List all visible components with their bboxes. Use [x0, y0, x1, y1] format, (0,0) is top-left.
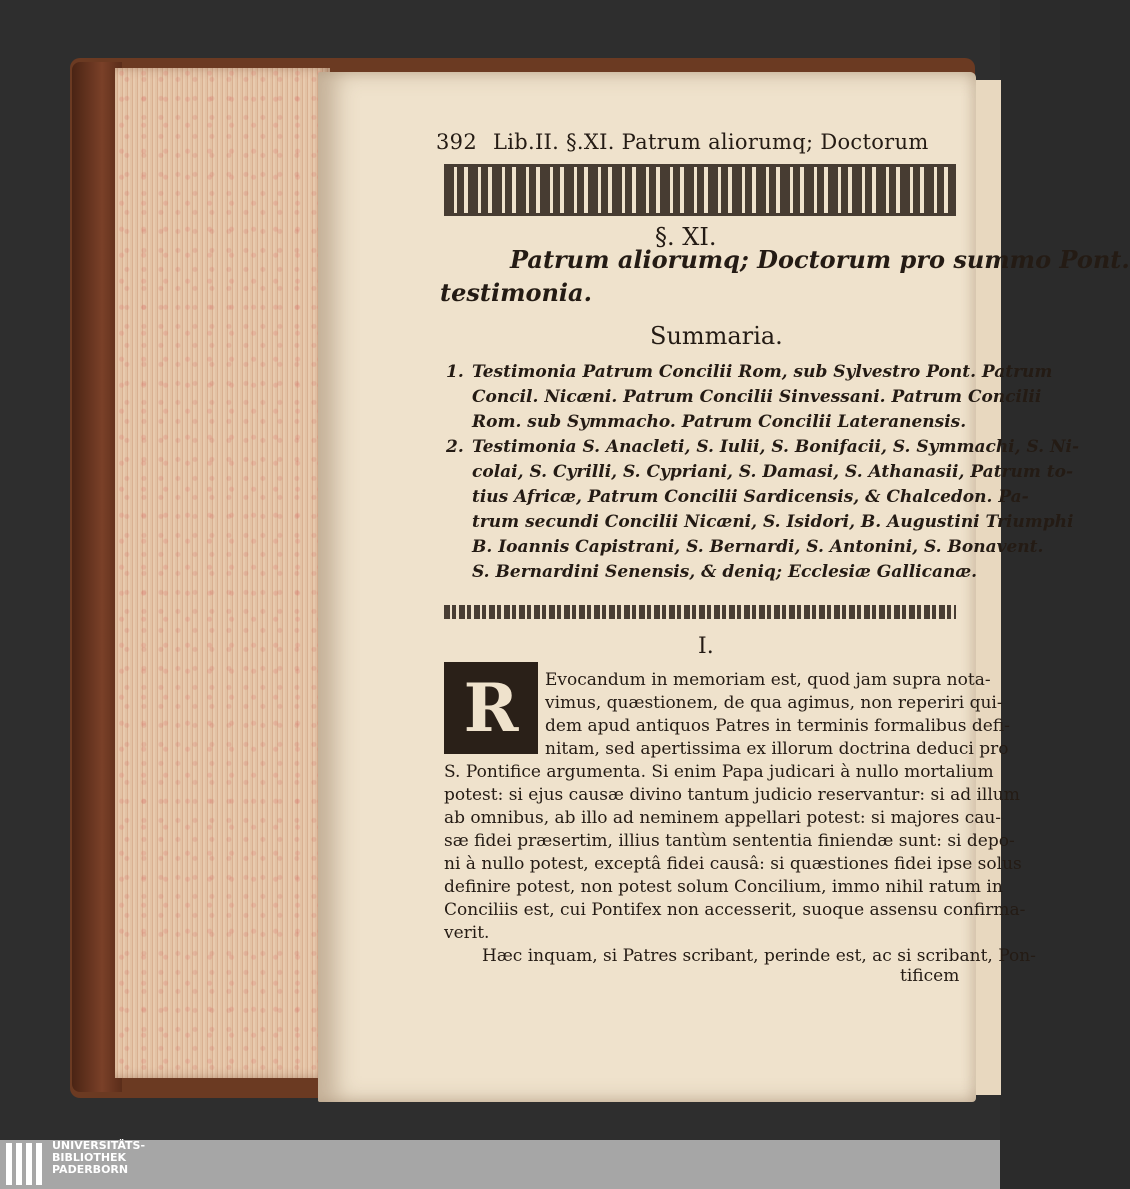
- summary-line: colai, S. Cyrilli, S. Cypriani, S. Damasi, S. Athanasii, Patrum to-: [472, 462, 1074, 482]
- item-number: 2.: [446, 437, 464, 457]
- text-line: nitam, sed apertissima ex illorum doctrina deduci pro: [545, 739, 1009, 759]
- library-line-2: BIBLIOTHEK: [52, 1151, 127, 1164]
- library-line-3: PADERBORN: [52, 1163, 129, 1176]
- page-number: 392: [436, 130, 477, 154]
- text-line: Evocandum in memoriam est, quod jam supra nota-: [545, 670, 991, 690]
- text-line: dem apud antiquos Patres in terminis formalibus defi-: [545, 716, 1010, 736]
- paragraph-number: I.: [698, 634, 714, 659]
- summary-line: tius Africæ, Patrum Concilii Sardicensis, & Chalcedon. Pa-: [472, 487, 1029, 507]
- library-logo-icon: [6, 1143, 42, 1185]
- text-line: definire potest, non potest solum Concilium, immo nihil ratum in: [444, 877, 1003, 897]
- text-line: ab omnibus, ab illo ad neminem appellari potest: si majores cau-: [444, 808, 1002, 828]
- summaria-heading: Summaria.: [650, 322, 783, 350]
- catchword: tificem: [900, 966, 960, 986]
- text-line: Hæc inquam, si Patres scribant, perinde est, ac si scribant, Pon-: [482, 946, 1036, 966]
- summary-line: Testimonia Patrum Concilii Rom, sub Sylvestro Pont. Patrum: [472, 362, 1053, 382]
- library-line-1: UNIVERSITÄTS-: [52, 1139, 146, 1152]
- text-line: S. Pontifice argumenta. Si enim Papa judicari à nullo mortalium: [444, 762, 994, 782]
- item-number: 1.: [446, 362, 464, 382]
- text-line: sæ fidei præsertim, illius tantùm sententia finiendæ sunt: si depo-: [444, 831, 1015, 851]
- decorated-initial: [444, 662, 538, 754]
- running-header: [436, 130, 929, 154]
- chapter-title-line-2: testimonia.: [440, 278, 592, 307]
- summary-line: Testimonia S. Anacleti, S. Iulii, S. Bonifacii, S. Symmachi, S. Ni-: [472, 437, 1080, 457]
- chapter-title-line-1: Patrum aliorumq; Doctorum pro summo Pont.: [510, 245, 1130, 274]
- text-line: verit.: [444, 923, 490, 943]
- text-line: ni à nullo potest, exceptâ fidei causâ: si quæstiones fidei ipse solus: [444, 854, 1022, 874]
- summary-line: S. Bernardini Senensis, & deniq; Ecclesiæ Gallicanæ.: [472, 562, 978, 582]
- summary-line: Rom. sub Symmacho. Patrum Concilii Lateranensis.: [472, 412, 967, 432]
- summary-line: Concil. Nicæni. Patrum Concilii Sinvessani. Patrum Concilii: [472, 387, 1042, 407]
- section-heading: §. XI.: [655, 223, 717, 251]
- ornament-band-divider: [444, 605, 956, 619]
- summary-line: trum secundi Concilii Nicæni, S. Isidori, B. Augustini Triumphi: [472, 512, 1074, 532]
- ornament-band-top: [444, 164, 956, 216]
- page-edges: [115, 68, 330, 1078]
- footer-bar: [0, 1140, 1000, 1189]
- running-title: Lib.II. §.XI. Patrum aliorumq; Doctorum: [492, 130, 929, 154]
- text-line: Conciliis est, cui Pontifex non accesserit, suoque assensu confirma-: [444, 900, 1026, 920]
- next-page-edge: [975, 80, 1001, 1095]
- initial-letter: R: [463, 669, 519, 747]
- text-line: vimus, quæstionem, de qua agimus, non reperiri qui-: [545, 693, 1003, 713]
- text-line: potest: si ejus causæ divino tantum judicio reservantur: si ad illum: [444, 785, 1020, 805]
- library-name: [52, 1140, 145, 1176]
- summary-line: B. Ioannis Capistrani, S. Bernardi, S. Antonini, S. Bonavent.: [472, 537, 1044, 557]
